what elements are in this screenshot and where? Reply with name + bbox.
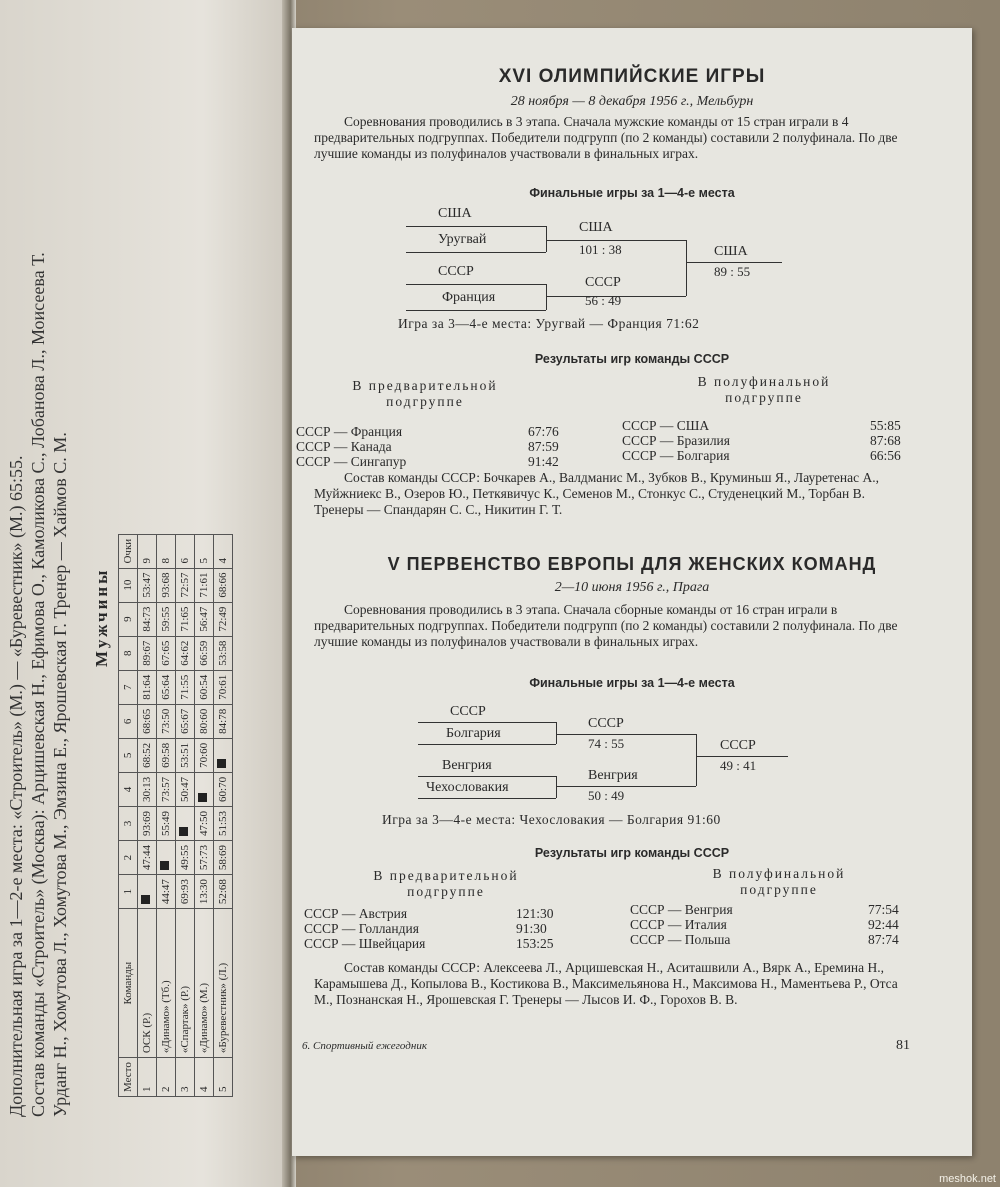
cell-score: 57:73	[195, 841, 214, 875]
bracket-semi1-bottom: Болгария	[446, 726, 501, 741]
olympics-semi-head: В полуфинальной подгруппе	[697, 374, 831, 405]
table-body	[138, 534, 233, 1096]
header-col-2: 2	[119, 841, 138, 875]
cell-score: 30:13	[138, 772, 157, 806]
result-match: СССР — Франция	[296, 424, 403, 439]
olympics-subtitle: 28 ноября — 8 декабря 1956 г., Мельбурн	[510, 94, 754, 109]
result-row	[630, 932, 899, 948]
bracket-line	[556, 786, 696, 787]
black-square-icon	[198, 793, 207, 802]
bracket-semi1-score: 101 : 38	[579, 242, 622, 257]
bracket-line	[418, 722, 556, 723]
result-match: СССР — США	[622, 418, 710, 433]
header-col-10: 10	[119, 568, 138, 602]
result-row	[630, 917, 899, 933]
bracket-semi2-score: 50 : 49	[588, 788, 625, 803]
europe-finals-heading: Финальные игры за 1—4-е места	[529, 676, 735, 690]
result-row	[304, 906, 554, 922]
cell-score: 71:55	[176, 670, 195, 704]
cell-team: «Спартак» (Р.)	[176, 909, 195, 1058]
result-row	[296, 454, 559, 470]
bracket-semi2-bottom: Чехословакия	[426, 780, 509, 795]
cell-score: 71:61	[195, 568, 214, 602]
bracket-final-winner: США	[714, 244, 748, 259]
bracket-line	[406, 226, 546, 227]
cell-score: 72:49	[214, 602, 233, 636]
result-match: СССР — Венгрия	[630, 902, 733, 917]
result-score: 153:25	[516, 936, 554, 951]
bracket-line	[418, 744, 556, 745]
result-match: СССР — Бразилия	[622, 433, 730, 448]
bracket-final-winner: СССР	[720, 738, 756, 753]
cell-diagonal-square	[138, 875, 157, 909]
bracket-line	[546, 226, 547, 252]
bracket-semi1-winner: СССР	[588, 716, 624, 731]
section-title-men: Мужчины	[92, 567, 111, 667]
cell-score: 13:30	[195, 875, 214, 909]
bracket-line	[406, 310, 546, 311]
cell-place: 2	[157, 1058, 176, 1097]
bracket-line	[556, 734, 696, 735]
black-square-icon	[160, 861, 169, 870]
header-teams: Команды	[119, 909, 138, 1058]
black-square-icon	[179, 827, 188, 836]
result-match: СССР — Канада	[296, 439, 392, 454]
table-row	[195, 534, 214, 1096]
cell-score: 69:93	[176, 875, 195, 909]
cell-place: 1	[138, 1058, 157, 1097]
bracket-semi2-score: 56 : 49	[585, 293, 622, 308]
men-standings-table	[118, 534, 233, 1097]
bracket-line	[696, 756, 788, 757]
result-row	[622, 418, 901, 434]
cell-score: 8	[157, 534, 176, 568]
result-match: СССР — Болгария	[622, 448, 730, 463]
cell-score: 60:54	[195, 670, 214, 704]
cell-team: ОСК (Р.)	[138, 909, 157, 1058]
bracket-semi2-top: Венгрия	[442, 758, 492, 773]
result-row	[296, 424, 559, 440]
left-page-rotated-content	[0, 0, 290, 1187]
bracket-final-score: 49 : 41	[720, 758, 757, 773]
roster-line-2: Урданг Н., Хомутова Л., Хомутова М., Эмзина Е., Ярошевская Г. Тренер — Хаймов С. М.	[50, 432, 70, 1117]
olympics-third-place: Игра за 3—4-е места: Уругвай — Франция 71:62	[398, 316, 700, 331]
cell-place: 5	[214, 1058, 233, 1097]
bracket-semi1-bottom: Уругвай	[438, 232, 487, 247]
header-col-7: 7	[119, 670, 138, 704]
header-col-5: 5	[119, 738, 138, 772]
header-points: Очки	[119, 534, 138, 568]
europe-roster: Состав команды СССР: Алексеева Л., Арцишевская Н., Аситашвили А., Вярк А., Еремина Н., Карамышева Д., Копылова В., Костикова В., Максимельянова Н., Максимова Н., Маментьева Р., Отса М., Познанская Н., Ярошевская Г. Тренеры — Лысов И. Ф., Горохов В. В.	[314, 960, 898, 1007]
cell-diagonal-square	[195, 772, 214, 806]
bracket-semi2-bottom: Франция	[442, 290, 496, 305]
cell-score: 60:70	[214, 772, 233, 806]
page-number: 81	[896, 1038, 910, 1053]
header-place: Место	[119, 1058, 138, 1097]
left-page	[0, 0, 290, 1187]
bracket-semi2-winner: Венгрия	[588, 768, 638, 783]
bracket-semi2-top: СССР	[438, 264, 474, 279]
cell-score: 73:50	[157, 704, 176, 738]
result-score: 87:68	[870, 433, 901, 448]
bracket-line	[406, 252, 546, 253]
result-row	[630, 902, 899, 918]
cell-score: 49:55	[176, 841, 195, 875]
header-col-8: 8	[119, 636, 138, 670]
cell-score: 89:67	[138, 636, 157, 670]
cell-place: 3	[176, 1058, 195, 1097]
cell-score: 72:57	[176, 568, 195, 602]
cell-score: 5	[195, 534, 214, 568]
black-square-icon	[141, 895, 150, 904]
cell-score: 59:55	[157, 602, 176, 636]
bracket-line	[406, 284, 546, 285]
cell-diagonal-square	[157, 841, 176, 875]
europe-intro: Соревнования проводились в 3 этапа. Сначала сборные команды от 16 стран играли в предварительных подгруппах. Победители подгрупп (по 2 команды) составили 2 полуфинала. По две лучшие команды из полуфиналов участвовали в финальных играх.	[314, 602, 898, 649]
result-match: СССР — Швейцария	[304, 936, 426, 951]
result-match: СССР — Австрия	[304, 906, 408, 921]
cell-score: 53:47	[138, 568, 157, 602]
right-page	[292, 28, 972, 1156]
black-square-icon	[217, 759, 226, 768]
cell-score: 70:61	[214, 670, 233, 704]
cell-score: 68:65	[138, 704, 157, 738]
bracket-line	[686, 240, 687, 296]
olympics-results-heading: Результаты игр команды СССР	[534, 352, 730, 366]
bracket-line	[546, 284, 547, 310]
cell-score: 69:58	[157, 738, 176, 772]
signature-footer: 6. Спортивный ежегодник	[302, 1040, 427, 1052]
result-score: 77:54	[868, 902, 899, 917]
watermark: meshok.net	[939, 1173, 996, 1185]
header-col-9: 9	[119, 602, 138, 636]
cell-team: «Динамо» (М.)	[195, 909, 214, 1058]
europe-third-place: Игра за 3—4-е места: Чехословакия — Болгария 91:60	[382, 812, 721, 827]
europe-semi-head: В полуфинальной подгруппе	[712, 866, 846, 897]
cell-score: 67:65	[157, 636, 176, 670]
cell-score: 53:58	[214, 636, 233, 670]
cell-score: 66:59	[195, 636, 214, 670]
europe-title: V ПЕРВЕНСТВО ЕВРОПЫ ДЛЯ ЖЕНСКИХ КОМАНД	[387, 554, 877, 574]
cell-score: 53:51	[176, 738, 195, 772]
result-row	[296, 439, 559, 455]
cell-score: 55:49	[157, 806, 176, 840]
result-row	[304, 936, 554, 952]
header-col-3: 3	[119, 806, 138, 840]
cell-score: 80:60	[195, 704, 214, 738]
cell-score: 52:68	[214, 875, 233, 909]
cell-score: 47:50	[195, 806, 214, 840]
table-row	[157, 534, 176, 1096]
result-score: 55:85	[870, 418, 901, 433]
cell-diagonal-square	[214, 738, 233, 772]
cell-place: 4	[195, 1058, 214, 1097]
olympics-roster: Состав команды СССР: Бочкарев А., Валдманис М., Зубков В., Круминьш Я., Лауретенас А., Муйжниекс В., Озеров Ю., Петкявичус К., Семенов М., Стонкус С., Студенецкий М., Торбан В. Тренеры — Спандарян С. С., Никитин Г. Т.	[314, 470, 879, 517]
cell-score: 9	[138, 534, 157, 568]
bracket-semi1-score: 74 : 55	[588, 736, 625, 751]
olympics-finals-heading: Финальные игры за 1—4-е места	[529, 186, 735, 200]
cell-score: 84:73	[138, 602, 157, 636]
result-score: 92:44	[868, 917, 899, 932]
result-row	[622, 448, 901, 464]
result-row	[304, 921, 547, 937]
result-score: 67:76	[528, 424, 559, 439]
cell-score: 73:57	[157, 772, 176, 806]
result-match: СССР — Сингапур	[296, 454, 407, 469]
cell-score: 44:47	[157, 875, 176, 909]
cell-team: «Динамо» (Тб.)	[157, 909, 176, 1058]
cell-score: 65:67	[176, 704, 195, 738]
cell-score: 65:64	[157, 670, 176, 704]
result-row	[622, 433, 901, 449]
result-score: 87:74	[868, 932, 899, 947]
cell-score: 64:62	[176, 636, 195, 670]
cell-diagonal-square	[176, 806, 195, 840]
cell-score: 68:66	[214, 568, 233, 602]
header-col-4: 4	[119, 772, 138, 806]
extra-game-line: Дополнительная игра за 1—2-е места: «Строитель» (М.) — «Буревестник» (М.) 65:55.	[6, 455, 26, 1117]
cell-score: 58:69	[214, 841, 233, 875]
bracket-semi1-top: США	[438, 206, 472, 221]
europe-prelim-head: В предварительной подгруппе	[373, 868, 519, 899]
bracket-line	[418, 798, 556, 799]
cell-score: 51:53	[214, 806, 233, 840]
bracket-line	[686, 262, 782, 263]
result-match: СССР — Польша	[630, 932, 731, 947]
olympics-prelim-head: В предварительной подгруппе	[352, 378, 498, 409]
cell-score: 93:68	[157, 568, 176, 602]
table-header-row	[119, 534, 138, 1096]
olympics-title: XVI ОЛИМПИЙСКИЕ ИГРЫ	[498, 66, 766, 87]
header-col-6: 6	[119, 704, 138, 738]
bracket-line	[556, 722, 557, 744]
europe-results-heading: Результаты игр команды СССР	[534, 846, 730, 860]
cell-score: 4	[214, 534, 233, 568]
bracket-line	[546, 240, 686, 241]
result-score: 91:42	[528, 454, 559, 469]
table-row	[176, 534, 195, 1096]
europe-subtitle: 2—10 июня 1956 г., Прага	[554, 580, 710, 595]
cell-score: 68:52	[138, 738, 157, 772]
roster-line-1: Состав команды «Строитель» (Москва): Арцишевская Н., Ефимова О., Камоликова С., Лобанова Л., Моисеева Т.	[28, 252, 48, 1117]
cell-score: 84:78	[214, 704, 233, 738]
cell-score: 71:65	[176, 602, 195, 636]
result-score: 87:59	[528, 439, 559, 454]
table-row	[138, 534, 157, 1096]
result-match: СССР — Италия	[630, 917, 727, 932]
cell-score: 6	[176, 534, 195, 568]
cell-score: 81:64	[138, 670, 157, 704]
cell-score: 56:47	[195, 602, 214, 636]
bracket-line	[556, 776, 557, 798]
result-score: 66:56	[870, 448, 901, 463]
table-row	[214, 534, 233, 1096]
result-score: 91:30	[516, 921, 547, 936]
cell-score: 50:47	[176, 772, 195, 806]
olympics-intro: Соревнования проводились в 3 этапа. Сначала мужские команды от 15 стран играли в 4 предварительных подгруппах. Победители подгрупп (по 2 команды) составили 2 полуфинала. По две лучшие команды из полуфиналов участвовали в финальных играх.	[314, 114, 898, 161]
bracket-final-score: 89 : 55	[714, 264, 751, 279]
bracket-line	[418, 776, 556, 777]
cell-score: 47:44	[138, 841, 157, 875]
result-match: СССР — Голландия	[304, 921, 419, 936]
bracket-semi1-winner: США	[579, 220, 613, 235]
bracket-semi1-top: СССР	[450, 704, 486, 719]
cell-score: 70:60	[195, 738, 214, 772]
bracket-line	[696, 734, 697, 786]
result-score: 121:30	[516, 906, 554, 921]
cell-score: 93:69	[138, 806, 157, 840]
bracket-semi2-winner: СССР	[585, 275, 621, 290]
cell-team: «Буревестник» (Л.)	[214, 909, 233, 1058]
header-col-1: 1	[119, 875, 138, 909]
